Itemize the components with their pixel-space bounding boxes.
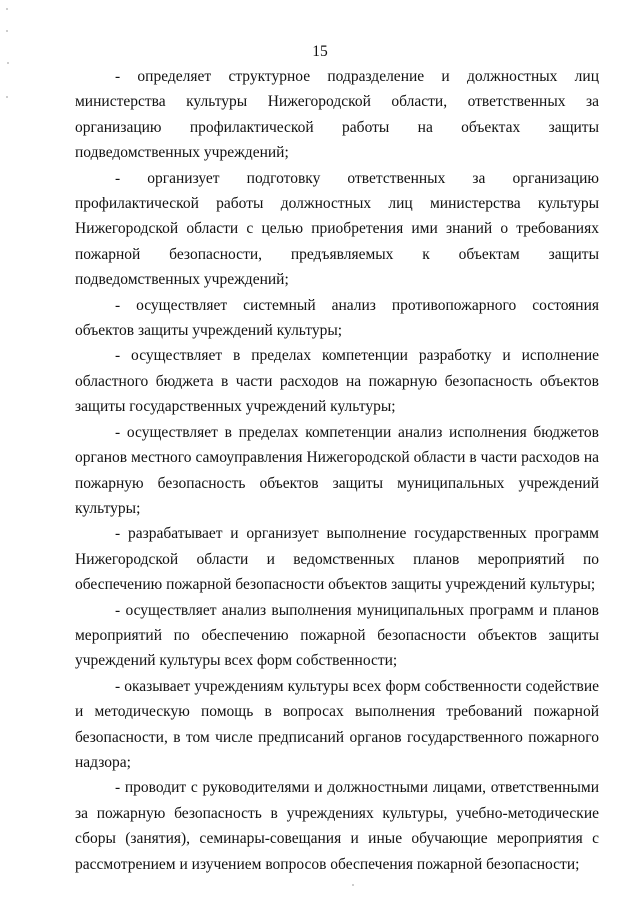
paragraph-1: - определяет структурное подразделение и должностных лиц министерства культуры Нижегородской области, ответственных за организацию профилактической работы на объектах защиты подведомственных учреждений;: [75, 68, 599, 162]
document-body: [75, 64, 599, 877]
scan-artifact: [6, 96, 8, 98]
paragraph-3: - осуществляет системный анализ противопожарного состояния объектов защиты учреждений культуры;: [75, 296, 599, 340]
page-number: 15: [312, 43, 328, 60]
paragraph-5: - осуществляет в пределах компетенции анализ исполнения бюджетов органов местного самоуправления Нижегородской области в части расходов на пожарную безопасность объектов защиты муниципальных учреждений культуры;: [75, 423, 599, 517]
paragraph-4: - осуществляет в пределах компетенции разработку и исполнение областного бюджета в части расходов на пожарную безопасность объектов защиты государственных учреждений культуры;: [75, 347, 599, 416]
paragraph-6: - разрабатывает и организует выполнение государственных программ Нижегородской области и ведомственных планов мероприятий по обеспечению пожарной безопасности объектов защиты учреждений культуры;: [75, 525, 599, 594]
scan-artifact: [7, 62, 9, 64]
scan-artifact: [6, 8, 8, 10]
paragraph-8: - оказывает учреждениям культуры всех форм собственности содействие и методическую помощь в вопросах выполнения требований пожарной безопасности, в том числе предписаний органов государственного пожарного надзора;: [75, 677, 599, 771]
paragraph-7: - осуществляет анализ выполнения муниципальных программ и планов мероприятий по обеспечению пожарной безопасности объектов защиты учреждений культуры всех форм собственности;: [75, 601, 599, 670]
paragraph-9: - проводит с руководителями и должностными лицами, ответственными за пожарную безопасность в учреждениях культуры, учебно-методические сборы (занятия), семинары-совещания и иные обучающие мероприятия с рассмотрением и изучением вопросов обеспечения пожарной безопасности;: [75, 779, 599, 873]
scan-artifact: [352, 884, 354, 886]
paragraph-2: - организует подготовку ответственных за организацию профилактической работы должностных лиц министерства культуры Нижегородской области с целью приобретения ими знаний о требованиях пожарной безопасности, предъявляемых к объектам защиты подведомственных учреждений;: [75, 169, 599, 289]
scan-artifact: [6, 30, 8, 32]
